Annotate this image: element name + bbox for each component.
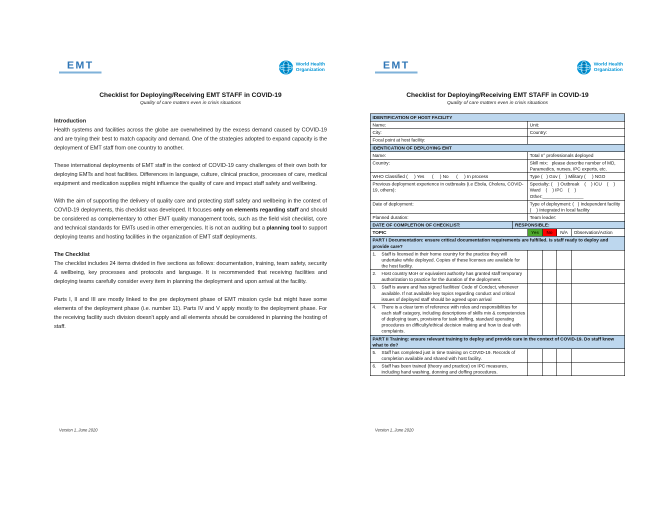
na-cell (557, 270, 572, 284)
item-text-cell (371, 284, 528, 304)
cell-label: Previous deployment experience in outbreaks (i.e Ebola, Cholera, COVID-19, others): (371, 181, 528, 201)
intro-heading: Introduction (54, 118, 87, 124)
na-column-header: N/A (557, 229, 572, 237)
table-row (371, 152, 626, 160)
cell-label: Team leader: (528, 214, 625, 222)
yes-cell (528, 303, 543, 335)
intro-paragraph-1: Health systems and facilities across the globe are overwhelmed by the excess demand caused by COVID-19 and are trying their best to match capacity and demand. One of the strategies adopted to expand capacity is the deployment of EMT staff from one country to another. (54, 127, 327, 152)
yes-cell (528, 349, 543, 363)
cell-label: Country: (528, 129, 625, 137)
item-text-cell (371, 363, 528, 377)
item-text: Host country MoH or equivalent authority has granted staff temporary authorization to practice for the duration of the deployment. (381, 271, 524, 283)
who-logo-text (296, 62, 325, 73)
item-text: Staff has completed just in time training on COVID-19. Records of completion available and shared with host facility. (381, 349, 517, 361)
na-cell (557, 284, 572, 304)
intro-p3-bold1: only on elements regarding staff (213, 207, 299, 214)
checklist-item-row (371, 349, 626, 363)
checklist-item-row (371, 284, 626, 304)
topic-column-header: TOPIC (371, 229, 528, 237)
cell-label: City: (371, 129, 528, 137)
item-text: Staff is licensed in their home country for the practice they will undertake while deployed. Copies of these licenses are available for the host facility. (381, 251, 522, 269)
who-logo-line2: Organization (295, 67, 325, 73)
no-cell (543, 284, 557, 304)
cell-label: Type ( ) Gov ( ) Military ( ) NGO (528, 173, 625, 181)
intro-paragraph-2: These international deployments of EMT staff in the context of COVID-19 carry challenges of their own both for deploying EMTs and host facilities. Differences in language, culture, clinical practice, processes of care, medical equipment and medication supplies might influence the quality of care and impact staff safety and wellbeing. (54, 162, 327, 187)
cell-label: Unit: (528, 122, 625, 130)
cell-empty (528, 137, 625, 145)
who-logo-line1: World Health (593, 61, 623, 68)
item-number: 6. (372, 363, 377, 369)
item-text-cell (371, 303, 528, 335)
emt-logo (59, 60, 102, 74)
cell-label: Focal point at host facility: (371, 137, 528, 145)
checklist-item-row (371, 250, 626, 270)
table-section-header-row (371, 144, 626, 152)
yes-column-header: Yes (528, 229, 543, 237)
item-text-cell (371, 270, 528, 284)
cell-label: Name: (371, 152, 528, 160)
host-facility-header: IDENTIFICATION OF HOST FACILITY (371, 114, 626, 122)
checklist-heading: The Checklist (54, 251, 90, 258)
item-number: 4. (372, 304, 377, 310)
version-footer: Version 1_June 2020 (375, 428, 414, 433)
item-text: Staff has been trained (theory and practice) on IPC measures, including hand washing, donning and doffing procedures. (381, 363, 510, 375)
page-subtitle: Quality of care matters even in crisis situations (139, 100, 241, 106)
who-logo (576, 60, 623, 75)
page-title: Checklist for Deploying/Receiving EMT STAFF in COVID-19 (406, 91, 589, 99)
cell-label: WHO Classified ( ) Yes ( ) No ( ) In process (371, 173, 528, 181)
yes-cell (528, 284, 543, 304)
item-number: 2. (372, 271, 377, 277)
cell-label: Skill mix: please describe number of MD, Paramedics, nurses, IPC experts, etc. (528, 159, 625, 173)
completion-row (371, 222, 626, 230)
checklist-paragraph-1: The checklist includes 24 items divided in five sections as follows: documentation, training, team safety, security & wellbeing, key processes and protocols and language. It is recommended that receiving facilities and deploying teams carefully consider every item in planning the deployment and upon arrival at the facility. (54, 260, 327, 285)
who-logo-text (594, 62, 623, 73)
table-row (371, 159, 626, 173)
item-number: 3. (372, 284, 377, 290)
table-row (371, 200, 626, 214)
who-emblem-icon (278, 60, 293, 75)
cell-label: Planned duration: (371, 214, 528, 222)
item-text-cell (371, 349, 528, 363)
observation-cell (572, 270, 625, 284)
yes-cell (528, 363, 543, 377)
cell-label: Type of deployment: ( ) Independent facility ( ) Integrated in local facility (528, 200, 625, 214)
completion-date-label: DATE OF COMPLETION OF CHECKLIST: (371, 222, 514, 230)
no-cell (543, 250, 557, 270)
observation-cell (572, 250, 625, 270)
cell-label: Date of deployment: (371, 200, 528, 214)
who-logo-line1: World Health (295, 61, 325, 68)
version-footer: Version 1_June 2020 (59, 428, 98, 433)
cell-label: Total n° professionals deployed (528, 152, 625, 160)
item-text-cell (371, 250, 528, 270)
part1-header: PART I Documentation: ensure critical documentation requirements are fulfilled. Is staff ready to deploy and provide care? (371, 237, 626, 251)
table-section-header-row (371, 114, 626, 122)
emt-logo (375, 60, 418, 74)
no-cell (543, 303, 557, 335)
yes-cell (528, 250, 543, 270)
yes-cell (528, 270, 543, 284)
checklist-item-row (371, 363, 626, 377)
part1-header-row (371, 237, 626, 251)
intro-body (54, 117, 327, 331)
emt-logo-text: EMT (383, 59, 410, 71)
part2-header-row (371, 335, 626, 349)
table-row (371, 129, 626, 137)
observation-cell (572, 363, 625, 377)
na-cell (557, 349, 572, 363)
responsible-label: RESPONSIBLE: (513, 222, 625, 230)
intro-p3-bold2: planning tool (266, 225, 301, 232)
topic-header-row (371, 229, 626, 237)
na-cell (557, 303, 572, 335)
na-cell (557, 250, 572, 270)
who-emblem-icon (576, 60, 591, 75)
no-cell (543, 349, 557, 363)
observation-cell (572, 303, 625, 335)
checklist-item-row (371, 303, 626, 335)
checklist-table (370, 114, 625, 377)
no-cell (543, 270, 557, 284)
na-cell (557, 363, 572, 377)
emt-logo-text: EMT (67, 59, 94, 71)
cell-label: Name: (371, 122, 528, 130)
intro-paragraph-3 (54, 197, 327, 242)
table-row (371, 173, 626, 181)
page-right (370, 55, 625, 433)
table-row (371, 214, 626, 222)
part2-header: PART II Training: ensure relevant training to deploy and provide care in the context of COVID-19. Do staff know what to do? (371, 335, 626, 349)
who-logo (278, 60, 325, 75)
who-logo-line2: Organization (593, 67, 623, 73)
cell-label: Country: (371, 159, 528, 173)
checklist-item-row (371, 270, 626, 284)
checklist-paragraph-2: Parts I, II and III are mostly linked to the pre deployment phase of EMT mission cycle but might have some elements of the deployment phase (i.e. number 11). Parts IV and V apply mostly to the deployment phase. For the receiving facility such division doesn't apply and all elements should be considered in planning the hosting of staff. (54, 296, 327, 330)
deploying-emt-header: IDENTICATION OF DEPLOYING EMT (371, 144, 626, 152)
page-header (370, 55, 625, 83)
intro-p3-seg1: With the aim of supporting the delivery of quality care and protecting staff safety and wellbeing in the context of COVID-19 deployments, this checklist was developed. It focuses (54, 198, 327, 214)
page-subtitle: Quality of care matters even in crisis situations (446, 100, 548, 106)
observation-cell (572, 349, 625, 363)
item-number: 1. (372, 251, 377, 257)
page-title: Checklist for Deploying/Receiving EMT STAFF in COVID-19 (99, 91, 282, 99)
observation-column-header: Observation/Action (572, 229, 625, 237)
table-row (371, 122, 626, 130)
no-cell (543, 363, 557, 377)
item-text: There is a clear term of reference with roles and responsibilities for each staff category, including descriptions of skills mix & competencies of deploying team, provisions for task shifting, standard operating procedures on difficulty/ethical decision making and how to deal with complaints. (381, 304, 527, 334)
item-number: 5. (372, 349, 377, 355)
intro-p3-seg2: and should be considered as complementary to other EMT quality management tools, such as the field visit checklist, core and technical standards for EMTs used in other emergencies. It is not an auditing but a (54, 207, 327, 232)
cell-label: Specialty: ( ) Outbreak ( ) ICU ( ) Ward ( ) IPC ( ) Other:________________ (528, 181, 625, 201)
intro-p3-seg3: to support deploying teams and hosting facilities in the organization of EMT staff deployments. (54, 225, 327, 241)
table-row (371, 181, 626, 201)
no-column-header: No (543, 229, 557, 237)
table-row (371, 137, 626, 145)
page-header (54, 55, 327, 83)
page-left (54, 55, 327, 433)
observation-cell (572, 284, 625, 304)
item-text: Staff is aware and has signed facilities' Code of Conduct, whenever available. If not available key topics regarding conduct and critical issues of deployed staff should be agreed upon arrival (381, 284, 520, 302)
